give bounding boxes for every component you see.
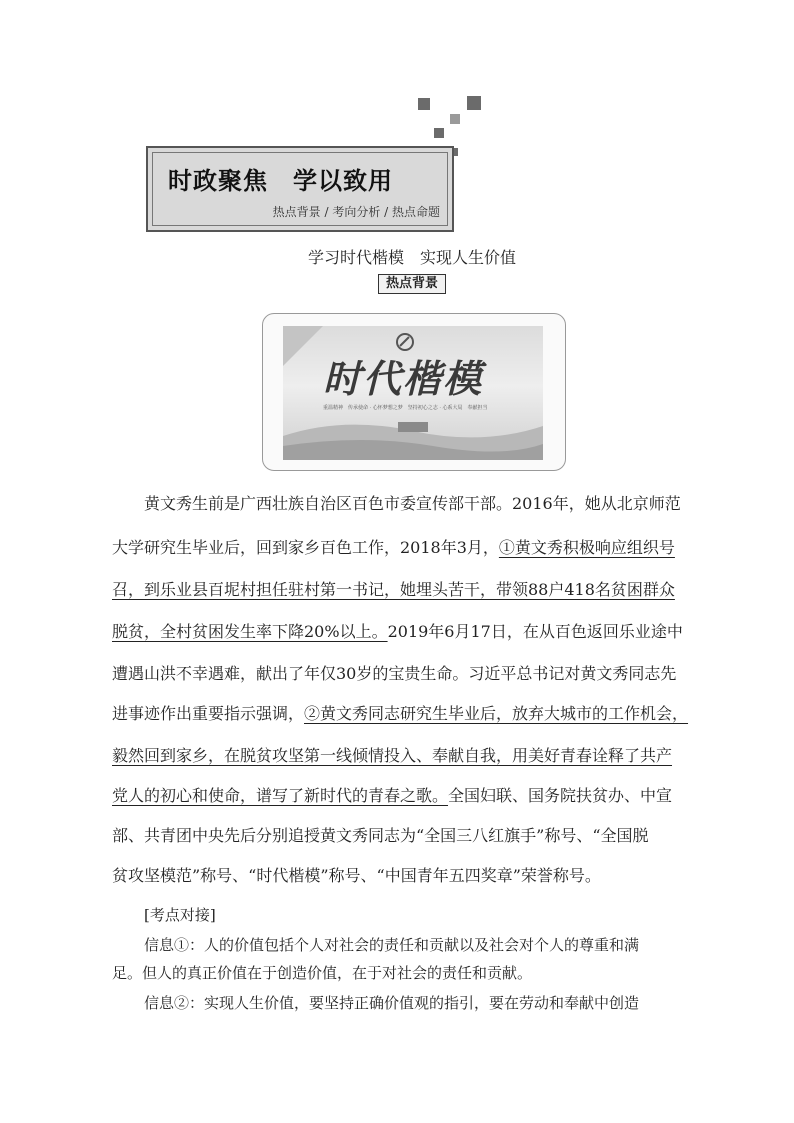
banner-subtitle: 热点背景 / 考向分析 / 热点命题 [272, 205, 440, 219]
story-line [112, 574, 692, 606]
story-line: 党人的初心和使命，谱写了新时代的青春之歌。全国妇联、国务院扶贫办、中宣 [112, 786, 673, 805]
highlight-text: 召，到乐业县百坭村担任驻村第一书记，她埋头苦干，带领88户418名贫困群众 [112, 580, 675, 599]
illustration-frame [262, 313, 566, 471]
info-line: 信息②：实现人生价值，要坚持正确价值观的指引，要在劳动和奉献中创造 [144, 994, 640, 1012]
illustration-small-text: 重温精神 传承使命 · 心怀梦想之梦 坚持初心之志 · 心系大局 奉献担当 [323, 405, 488, 411]
story-line: 大学研究生毕业后，回到家乡百色工作，2018年3月，①黄文秀积极响应组织号 [112, 538, 675, 557]
illustration-caption: 时代楷模 [323, 356, 484, 401]
story-line: 部、共青团中央先后分别追授黄文秀同志为“全国三八红旗手”称号、“全国脱 [112, 826, 649, 845]
info-line: 信息①：人的价值包括个人对社会的责任和贡献以及社会对个人的尊重和满 [144, 936, 640, 954]
highlight-text: 脱贫，全村贫困发生率下降20%以上。 [112, 622, 388, 641]
decor-square [418, 98, 430, 110]
highlight-text: 党人的初心和使命，谱写了新时代的青春之歌。 [112, 786, 449, 805]
illustration-image [283, 326, 543, 460]
info-line: 足。但人的真正价值在于创造价值，在于对社会的责任和贡献。 [112, 964, 533, 982]
decor-square [450, 114, 460, 124]
story-line: 遭遇山洪不幸遇难，献出了年仅30岁的宝贵生命。习近平总书记对黄文秀同志先 [112, 664, 677, 683]
highlight-text: ①黄文秀积极响应组织号 [498, 538, 675, 557]
topic-title: 学习时代楷模 实现人生价值 [307, 248, 516, 267]
story-line: 脱贫，全村贫困发生率下降20%以上。2019年6月17日，在从百色返回乐业途中 [112, 622, 683, 641]
story-line: 黄文秀生前是广西壮族自治区百色市委宣传部干部。2016年，她从北京师范 [144, 494, 681, 513]
story-line [112, 740, 692, 772]
story-line: 进事迹作出重要指示强调，②黄文秀同志研究生毕业后，放弃大城市的工作机会， [112, 704, 689, 723]
highlight-text: 毅然回到家乡，在脱贫攻坚第一线倾情投入、奉献自我，用美好青春诠释了共产 [112, 746, 673, 765]
highlight-text: ②黄文秀同志研究生毕业后，放弃大城市的工作机会， [304, 704, 689, 723]
section-tag: 热点背景 [378, 274, 446, 294]
decor-square [467, 96, 481, 110]
banner-title: 时政聚焦 学以致用 [168, 167, 393, 195]
decor-square [434, 128, 444, 138]
analysis-label: [考点对接] [144, 906, 216, 924]
story-line: 贫攻坚模范”称号、“时代楷模”称号、“中国青年五四奖章”荣誉称号。 [112, 866, 601, 885]
section-banner [146, 146, 454, 232]
